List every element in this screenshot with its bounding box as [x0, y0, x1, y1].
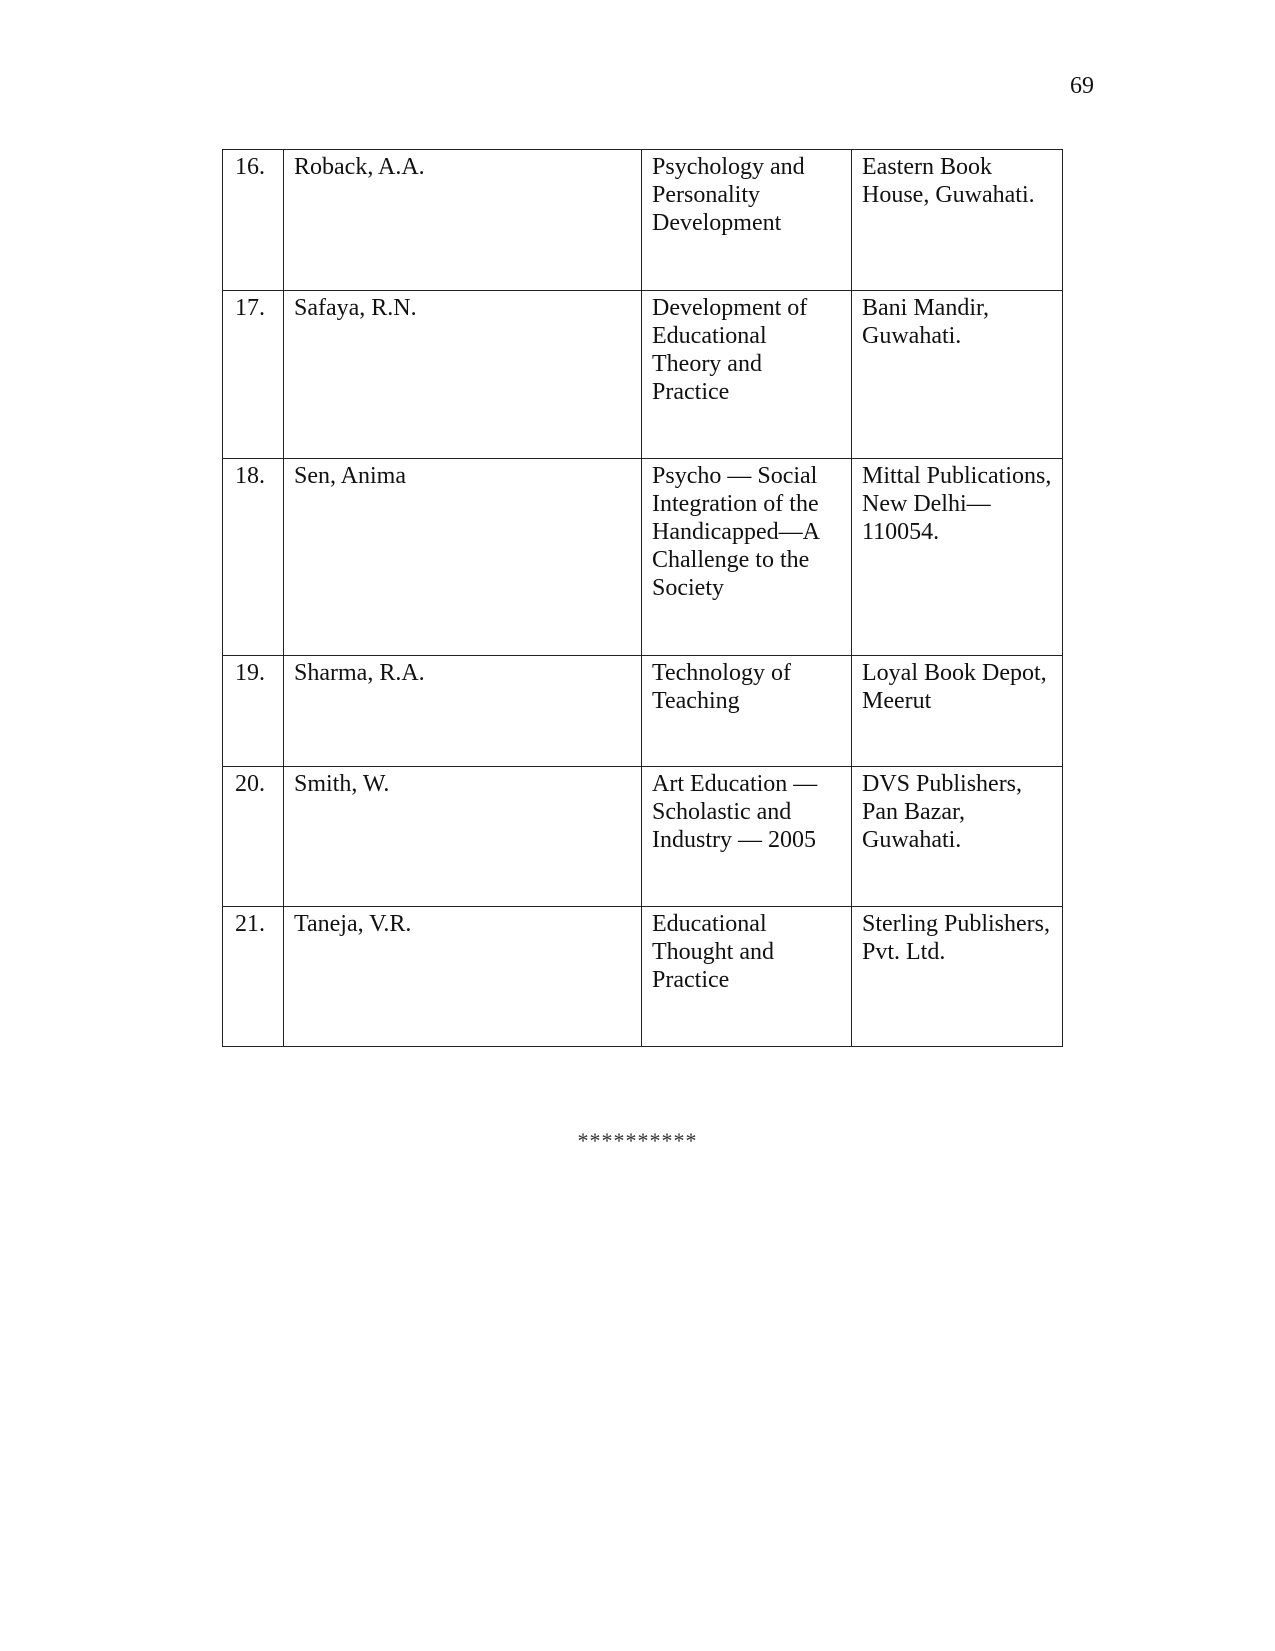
reference-author: Smith, W.	[284, 767, 642, 907]
reference-author: Sen, Anima	[284, 459, 642, 656]
section-separator: **********	[577, 1128, 698, 1153]
reference-number: 16.	[223, 150, 284, 291]
reference-publisher: Eastern Book House, Guwahati.	[852, 150, 1063, 291]
reference-number: 17.	[223, 291, 284, 459]
reference-publisher: Bani Mandir, Guwahati.	[852, 291, 1063, 459]
reference-title: Psycho — Social Integration of the Handicapped—A Challenge to the Society	[642, 459, 852, 656]
reference-table	[222, 149, 1063, 1047]
table-row	[223, 907, 1063, 1047]
reference-author: Taneja, V.R.	[284, 907, 642, 1047]
reference-title: Development of Educational Theory and Practice	[642, 291, 852, 459]
reference-title: Art Education — Scholastic and Industry — 2005	[642, 767, 852, 907]
reference-publisher: Mittal Publications, New Delhi— 110054.	[852, 459, 1063, 656]
reference-publisher: Loyal Book Depot, Meerut	[852, 656, 1063, 767]
reference-author: Safaya, R.N.	[284, 291, 642, 459]
table-row	[223, 767, 1063, 907]
reference-number: 20.	[223, 767, 284, 907]
reference-author: Sharma, R.A.	[284, 656, 642, 767]
table-row	[223, 150, 1063, 291]
page-number: 69	[1070, 73, 1094, 99]
reference-publisher: DVS Publishers, Pan Bazar, Guwahati.	[852, 767, 1063, 907]
reference-title: Educational Thought and Practice	[642, 907, 852, 1047]
table-row	[223, 459, 1063, 656]
reference-number: 19.	[223, 656, 284, 767]
reference-title: Psychology and Personality Development	[642, 150, 852, 291]
table-row	[223, 291, 1063, 459]
table-row	[223, 656, 1063, 767]
reference-number: 21.	[223, 907, 284, 1047]
reference-number: 18.	[223, 459, 284, 656]
reference-author: Roback, A.A.	[284, 150, 642, 291]
reference-title: Technology of Teaching	[642, 656, 852, 767]
reference-publisher: Sterling Publishers, Pvt. Ltd.	[852, 907, 1063, 1047]
